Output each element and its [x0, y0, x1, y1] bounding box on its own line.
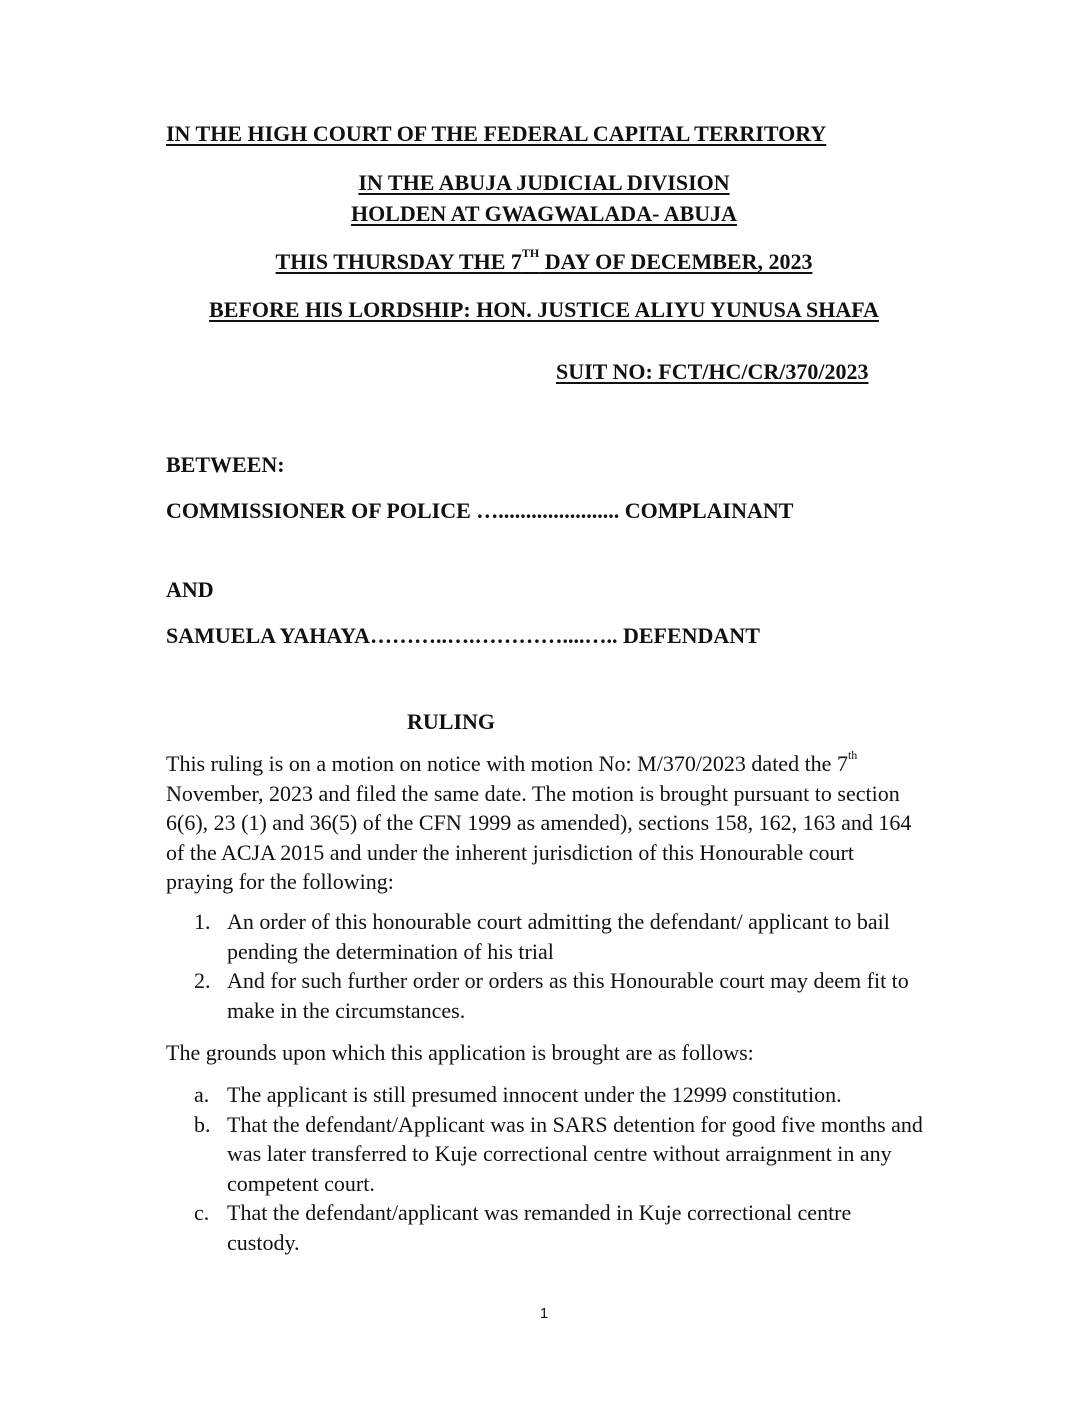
- list-item-text: The applicant is still presumed innocent under the 12999 constitution.: [227, 1082, 842, 1107]
- list-marker: 1.: [194, 909, 211, 934]
- between-label: BETWEEN:: [166, 452, 285, 477]
- date-prefix: THIS THURSDAY THE 7: [275, 249, 522, 274]
- list-item: [166, 907, 926, 966]
- list-item-text: That the defendant/Applicant was in SARS detention for good five months and was later transferred to Kuje correctional centre without arraignment in any competent court.: [227, 1111, 923, 1196]
- list-item: [166, 966, 926, 1025]
- suit-number: SUIT NO: FCT/HC/CR/370/2023: [556, 359, 869, 384]
- complainant-line: COMMISSIONER OF POLICE …...................... COMPLAINANT: [166, 498, 794, 523]
- list-item-text: An order of this honourable court admitting the defendant/ applicant to bail pending the determination of his trial: [227, 909, 890, 964]
- prayers-list: [166, 907, 926, 1025]
- court-heading: IN THE HIGH COURT OF THE FEDERAL CAPITAL TERRITORY: [166, 121, 827, 146]
- intro-superscript: th: [847, 747, 858, 762]
- intro-suffix: November, 2023 and filed the same date. The motion is brought pursuant to section 6(6), 23 (1) and 36(5) of the CFN 1999 as amended), sections 158, 162, 163 and 164 of the ACJA 2015 and under the inherent jurisdiction of this Honourable court praying for the following:: [166, 780, 912, 894]
- list-marker: c.: [194, 1200, 210, 1225]
- date-heading: [0, 247, 1088, 277]
- list-item-text: That the defendant/applicant was remanded in Kuje correctional centre custody.: [227, 1200, 852, 1255]
- list-item: [166, 1198, 926, 1257]
- holden-heading: HOLDEN AT GWAGWALADA- ABUJA: [350, 201, 738, 226]
- judge-heading: BEFORE HIS LORDSHIP: HON. JUSTICE ALIYU YUNUSA SHAFA: [209, 297, 879, 322]
- list-item: [166, 1110, 926, 1199]
- division-heading: IN THE ABUJA JUDICIAL DIVISION: [358, 170, 730, 195]
- intro-prefix: This ruling is on a motion on notice with motion No: M/370/2023 dated the 7: [166, 751, 848, 776]
- list-item-text: And for such further order or orders as this Honourable court may deem fit to make in the circumstances.: [227, 968, 909, 1023]
- defendant-line: SAMUELA YAHAYA………..….…………....….. DEFENDANT: [166, 623, 760, 648]
- grounds-intro: The grounds upon which this application is brought are as follows:: [166, 1040, 754, 1065]
- list-marker: 2.: [194, 968, 211, 993]
- list-marker: b.: [194, 1111, 211, 1137]
- ruling-title: RULING: [407, 709, 496, 734]
- list-item: [166, 1080, 926, 1110]
- list-marker: a.: [194, 1082, 210, 1107]
- and-label: AND: [166, 577, 214, 602]
- ruling-intro-paragraph: [166, 749, 926, 897]
- date-suffix: DAY OF DECEMBER, 2023: [539, 249, 813, 274]
- date-superscript: TH: [521, 245, 540, 260]
- page-number: 1: [539, 1305, 549, 1322]
- grounds-list: [166, 1080, 926, 1257]
